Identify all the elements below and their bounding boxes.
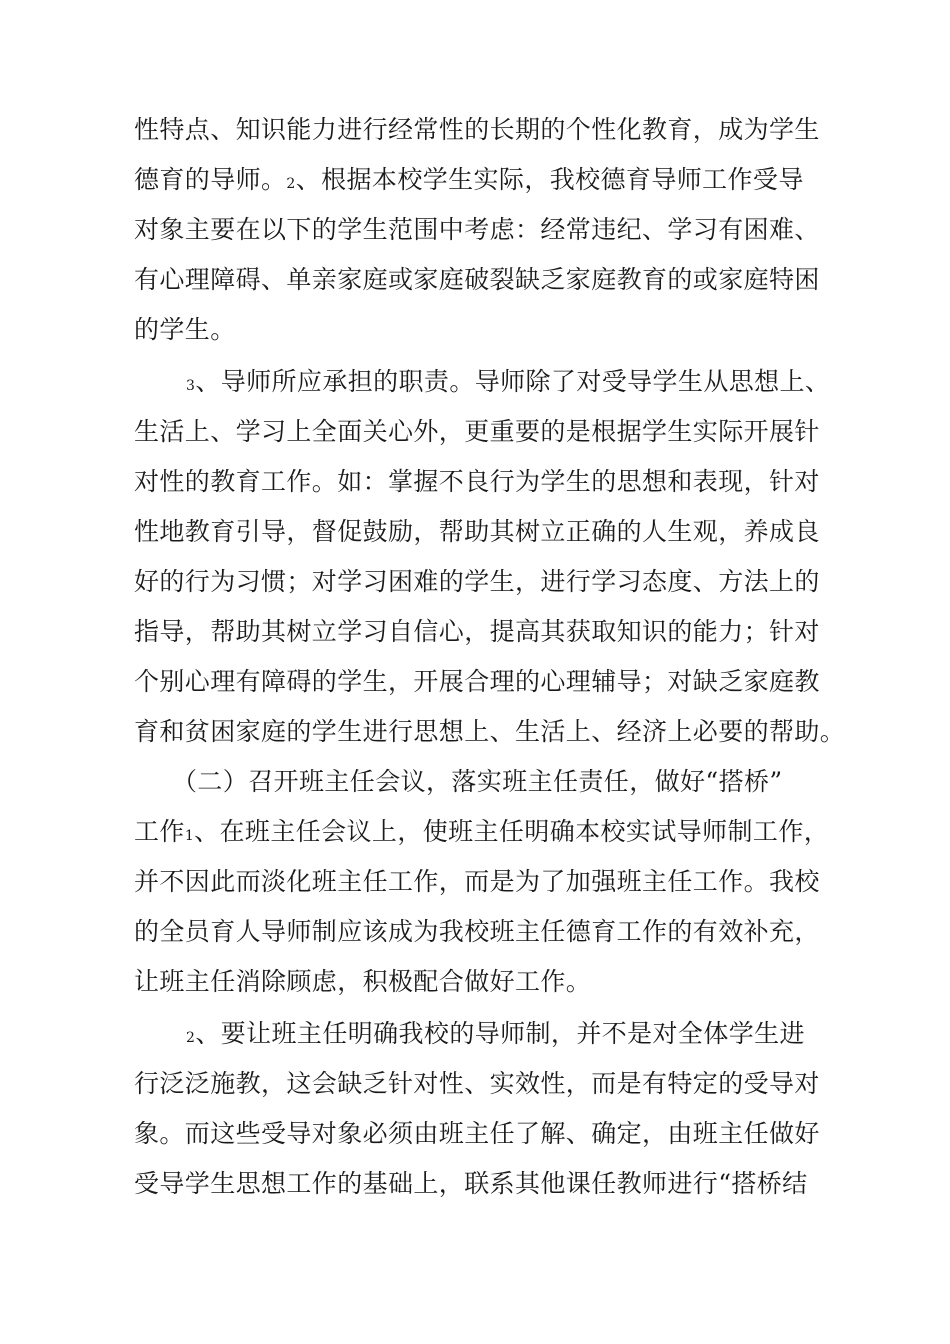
line-text: 对性的教育工作。如：掌握不良行为学生的思想和表现，针对: [134, 467, 820, 496]
line-text: 有心理障碍、单亲家庭或家庭破裂缺乏家庭教育的或家庭特困: [134, 265, 820, 294]
text-line-13: [134, 716, 950, 748]
line-text-cont: 、要让班主任明确我校的导师制，并不是对全体学生进: [195, 1019, 805, 1048]
line-text: 生活上、学习上全面关心外，更重要的是根据学生实际开展针: [134, 417, 820, 446]
text-line-6: [186, 366, 950, 402]
text-line-7: [134, 416, 950, 448]
text-line-16: [134, 866, 950, 898]
line-text: 德育的导师。: [134, 165, 287, 194]
line-text: 个别心理有障碍的学生，开展合理的心理辅导；对缺乏家庭教: [134, 667, 820, 696]
text-line-2: [134, 164, 950, 200]
text-line-10: [134, 566, 950, 598]
text-line-12: [134, 666, 950, 698]
line-text-cont: 、在班主任会议上，使班主任明确本校实试导师制工作，: [194, 817, 830, 846]
item-number: 3: [186, 378, 196, 394]
item-number: 2: [186, 1030, 196, 1046]
line-text: 的全员育人导师制应该成为我校班主任德育工作的有效补充，: [134, 917, 820, 946]
text-line-22: [134, 1168, 950, 1200]
section-heading: [172, 766, 950, 798]
text-line-1: [134, 114, 950, 146]
text-line-20: [134, 1068, 950, 1100]
line-text: 性特点、知识能力进行经常性的长期的个性化教育，成为学生: [134, 115, 820, 144]
text-line-9: [134, 516, 950, 548]
line-text: 象。而这些受导对象必须由班主任了解、确定，由班主任做好: [134, 1119, 820, 1148]
text-line-11: [134, 616, 950, 648]
text-line-18: [134, 966, 950, 998]
text-line-17: [134, 916, 950, 948]
text-line-5: [134, 314, 950, 346]
line-text: 让班主任消除顾虑，积极配合做好工作。: [134, 967, 592, 996]
line-text: 育和贫困家庭的学生进行思想上、生活上、经济上必要的帮助。: [134, 717, 846, 746]
line-text: 好的行为习惯；对学习困难的学生，进行学习态度、方法上的: [134, 567, 820, 596]
line-text: 性地教育引导，督促鼓励，帮助其树立正确的人生观，养成良: [134, 517, 820, 546]
line-text: 行泛泛施教，这会缺乏针对性、实效性，而是有特定的受导对: [134, 1069, 820, 1098]
line-text: 受导学生思想工作的基础上，联系其他课任教师进行“搭桥结: [134, 1169, 808, 1198]
line-text-cont: 、根据本校学生实际，我校德育导师工作受导: [295, 165, 804, 194]
text-line-3: [134, 214, 950, 246]
line-text: 指导，帮助其树立学习自信心，提高其获取知识的能力；针对: [134, 617, 820, 646]
item-number: 1: [184, 828, 195, 844]
line-text: 对象主要在以下的学生范围中考虑：经常违纪、学习有困难、: [134, 215, 820, 244]
line-text-cont: 、导师所应承担的职责。导师除了对受导学生从思想上、: [195, 367, 831, 396]
text-line-4: [134, 264, 950, 296]
line-text: 并不因此而淡化班主任工作，而是为了加强班主任工作。我校: [134, 867, 820, 896]
text-line-8: [134, 466, 950, 498]
text-line-19: [186, 1018, 950, 1054]
line-text: 的学生。: [134, 315, 236, 344]
text-line-15: [134, 816, 950, 852]
item-number: 2: [286, 176, 296, 192]
text-line-21: [134, 1118, 950, 1150]
line-text: 工作: [134, 817, 185, 846]
line-text: （二）召开班主任会议，落实班主任责任，做好“搭桥”: [172, 767, 783, 796]
